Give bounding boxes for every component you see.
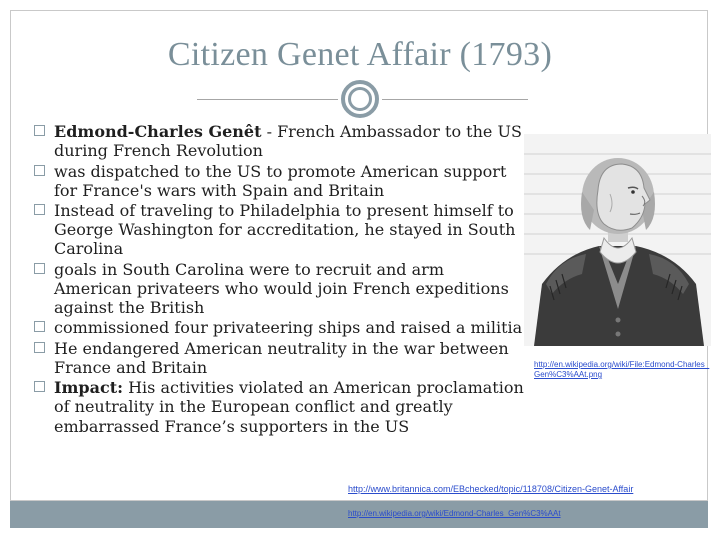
bullet-item [34,339,526,377]
bullet-item [34,378,526,436]
bullet-item [34,318,526,337]
image-source-link[interactable]: http://en.wikipedia.org/wiki/File:Edmond-Charles_Gen%C3%AAt.png [534,360,710,379]
bullet-text: goals in South Carolina were to recruit and arm American privateers who would join French expeditions against the British [54,259,509,318]
square-bullet-icon [34,165,45,176]
bullet-bold: Impact: [54,378,124,398]
title-rule-left [197,99,338,100]
bullet-item [34,260,526,318]
wikipedia-source-link[interactable]: http://en.wikipedia.org/wiki/Edmond-Charles_Gen%C3%AAt [348,509,561,518]
square-bullet-icon [34,321,45,332]
square-bullet-icon [34,342,45,353]
bullet-text: was dispatched to the US to promote American support for France's wars with Spain and Britain [54,161,507,200]
bullet-item [34,162,526,200]
title-rule-right [382,99,528,100]
ring-ornament-icon [341,80,379,118]
bullet-text: He endangered American neutrality in the war between France and Britain [54,338,509,377]
bullet-text: Instead of traveling to Philadelphia to present himself to George Washington for accreditation, he stayed in South Carolina [54,201,516,259]
bullet-bold: Edmond-Charles Genêt [54,122,262,141]
bullet-list [34,122,526,437]
slide-title: Citizen Genet Affair (1793) [167,36,553,73]
square-bullet-icon [34,125,45,136]
bullet-item [34,201,526,259]
bullet-item [34,122,526,160]
bullet-text: commissioned four privateering ships and raised a militia [54,318,523,338]
square-bullet-icon [34,381,45,392]
bullet-text: His activities violated an American proclamation of neutrality in the European conflict and greatly embarrassed France’s supporters in the US [54,378,524,436]
bullet-text: - French Ambassador to the US during French Revolution [54,122,522,161]
square-bullet-icon [34,263,45,274]
genet-portrait [524,134,711,346]
britannica-source-link[interactable]: http://www.britannica.com/EBchecked/topic/118708/Citizen-Genet-Affair [348,484,634,494]
square-bullet-icon [34,204,45,215]
